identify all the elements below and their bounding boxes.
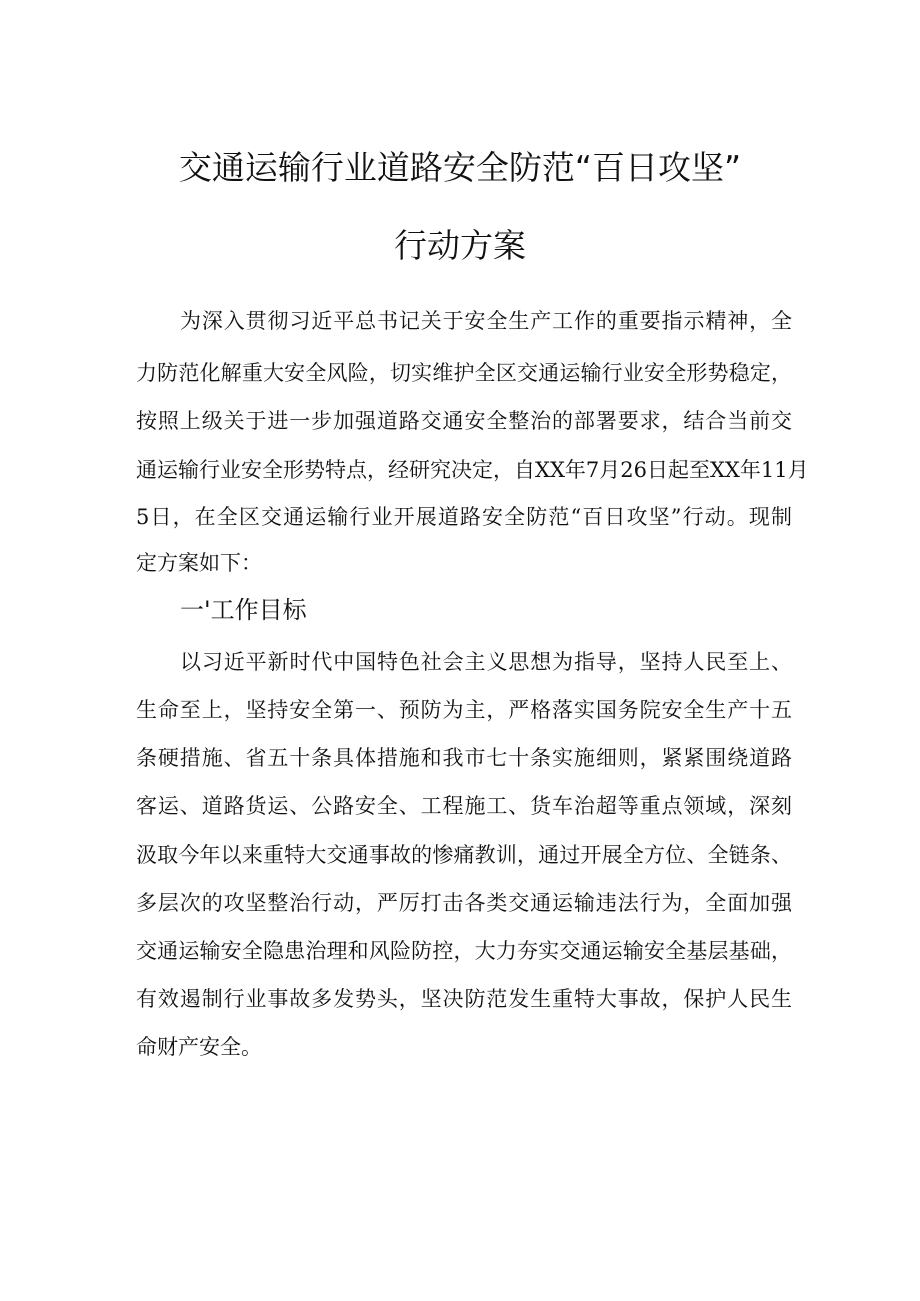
- paragraph-line: 为深入贯彻习近平总书记关于安全生产工作的重要指示精神，全: [180, 309, 792, 333]
- paragraph-line: 力防范化解重大安全风险，切实维护全区交通运输行业安全形势稳定，: [136, 361, 792, 385]
- document-title-line-1: 交通运输行业道路安全防范“百日攻坚”: [178, 148, 742, 187]
- paragraph-line: 交通运输安全隐患治理和风险防控，大力夯实交通运输安全基层基础，: [136, 939, 792, 963]
- paragraph-line: 条硬措施、省五十条具体措施和我市七十条实施细则，紧紧围绕道路: [136, 746, 792, 770]
- section-heading-work-goals: 一'工作目标: [180, 596, 307, 624]
- paragraph-line: 客运、道路货运、公路安全、工程施工、货车治超等重点领域，深刻: [136, 794, 792, 818]
- paragraph-line: 命财产安全。: [136, 1035, 262, 1059]
- paragraph-line: 通运输行业安全形势特点，经研究决定，自XX年7月26日起至XX年11月: [136, 458, 809, 482]
- paragraph-line: 生命至上，坚持安全第一、预防为主，严格落实国务院安全生产十五: [136, 698, 792, 722]
- paragraph-line: 有效遏制行业事故多发势头，坚决防范发生重特大事故，保护人民生: [136, 987, 792, 1011]
- document-title-line-2: 行动方案: [394, 226, 526, 265]
- paragraph-line: 汲取今年以来重特大交通事故的惨痛教训，通过开展全方位、全链条、: [136, 843, 792, 867]
- paragraph-line: 以习近平新时代中国特色社会主义思想为指导，坚持人民至上、: [180, 650, 792, 674]
- paragraph-line: 定方案如下：: [136, 551, 262, 575]
- paragraph-line: 5日，在全区交通运输行业开展道路安全防范“百日攻坚”行动。现制: [136, 505, 792, 529]
- paragraph-line: 多层次的攻坚整治行动，严厉打击各类交通运输违法行为，全面加强: [136, 891, 792, 915]
- paragraph-line: 按照上级关于进一步加强道路交通安全整治的部署要求，结合当前交: [136, 409, 792, 433]
